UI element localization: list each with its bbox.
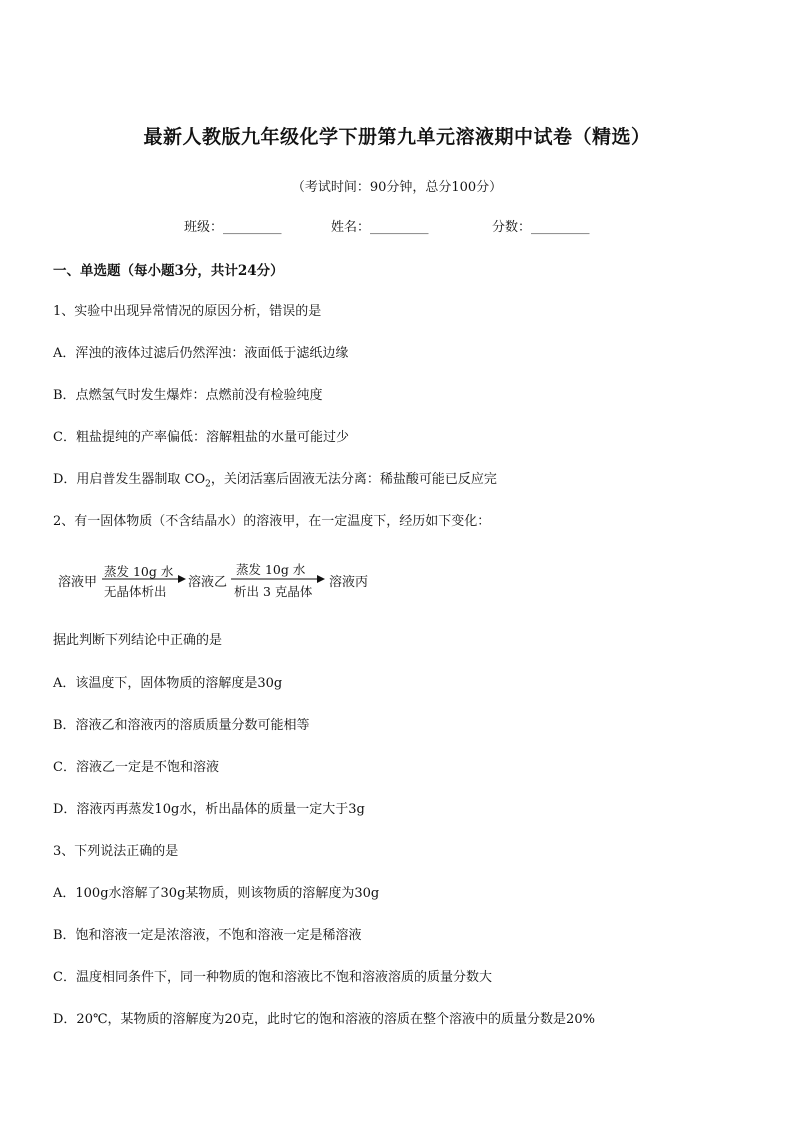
question-3-option-c: C．温度相同条件下，同一种物质的饱和溶液比不饱和溶液溶质的质量分数大 [53,970,492,985]
option-d-prefix: D．用启普发生器制取 CO [53,472,206,487]
question-3-option-b: B．饱和溶液一定是浓溶液，不饱和溶液一定是稀溶液 [53,928,362,943]
question-2-option-a: A．该温度下，固体物质的溶解度是30g [53,676,283,691]
question-2-stem: 2、有一固体物质（不含结晶水）的溶液甲，在一定温度下，经历如下变化： [53,514,491,529]
question-3-option-a: A．100g水溶解了30g某物质，则该物质的溶解度为30g [53,886,380,901]
step-1-condition-top: 蒸发 10g 水 [104,564,174,579]
solution-c: 溶液丙 [329,575,369,590]
question-1-stem: 1、实验中出现异常情况的原因分析，错误的是 [53,304,322,319]
question-2-prompt: 据此判断下列结论中正确的是 [53,633,223,648]
question-3-option-d: D．20℃，某物质的溶解度为20克，此时它的饱和溶液的溶质在整个溶液中的质量分数是20% [53,1012,595,1027]
name-field: 姓名：_________ [331,220,429,235]
step-1-condition-bottom: 无晶体析出 [104,584,167,599]
reaction-scheme [58,560,388,600]
page-title: 最新人教版九年级化学下册第九单元溶液期中试卷（精选） [143,126,651,148]
question-1-option-a: A．浑浊的液体过滤后仍然浑浊：液面低于滤纸边缘 [53,346,349,361]
question-2-option-b: B．溶液乙和溶液丙的溶质质量分数可能相等 [53,718,310,733]
question-3-stem: 3、下列说法正确的是 [53,844,179,859]
question-1-option-c: C．粗盐提纯的产率偏低：溶解粗盐的水量可能过少 [53,430,349,445]
solution-a: 溶液甲 [58,575,98,590]
question-1-option-d [53,468,497,490]
arrow-1-head [178,575,186,583]
section-heading: 一、单选题（每小题3分，共计24分） [53,263,284,279]
step-2-condition-top: 蒸发 10g 水 [236,562,306,577]
question-2-option-c: C．溶液乙一定是不饱和溶液 [53,760,219,775]
step-2-condition-bottom: 析出 3 克晶体 [234,584,313,599]
option-d-suffix: ，关闭活塞后固液无法分离：稀盐酸可能已反应完 [210,472,497,487]
question-1-option-b: B．点燃氢气时发生爆炸：点燃前没有检验纯度 [53,388,323,403]
solution-b: 溶液乙 [188,575,228,590]
score-field: 分数：_________ [492,220,590,235]
class-field: 班级：_________ [184,220,282,235]
option-d-subscript: 2 [205,479,211,490]
question-2-option-d: D．溶液丙再蒸发10g水，析出晶体的质量一定大于3g [53,802,365,817]
exam-subtitle: （考试时间：90分钟，总分100分） [291,180,503,195]
arrow-2-head [317,575,325,583]
